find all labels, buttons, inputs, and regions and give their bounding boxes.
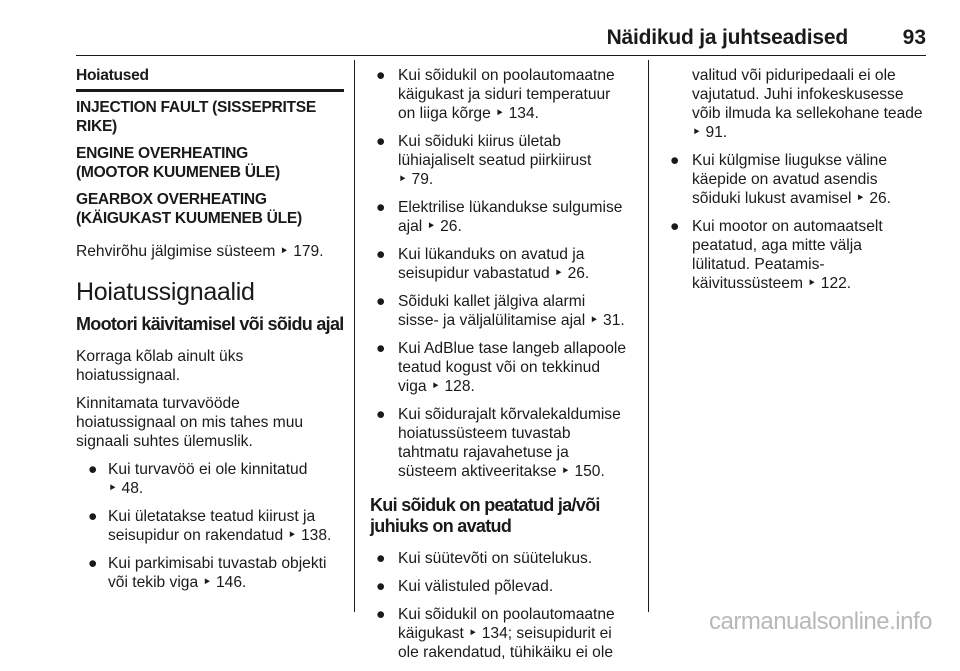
bullet-icon: ● <box>376 340 386 357</box>
subsection-heading: Mootori käivitamisel või sõidu ajal <box>76 314 344 334</box>
page-header <box>0 0 960 60</box>
list-item: ● Kui süütevõti on süütelukus. <box>376 550 593 567</box>
bullet-icon: ● <box>376 293 386 310</box>
bullet-icon: ● <box>88 508 98 525</box>
paragraph-one-signal: Korraga kõlab ainult üks hoiatussignaal. <box>76 348 244 384</box>
list-item: ● Kui sõidukil on poolautomaatne käigukast ‣ 134; seisupidurit ei ole rakendatud, tühikäiku ei ole <box>376 606 615 661</box>
list-item: ● Kui külgmise liugukse väline käepide on avatud asendis sõiduki lukust avamisel ‣ 26. <box>670 152 892 207</box>
bullet-icon: ● <box>88 461 98 478</box>
section-label: Hoiatused <box>76 66 344 92</box>
bullet-icon: ● <box>376 406 386 423</box>
list-item: ● Kui parkimisabi tuvastab objekti või tekib viga ‣ 146. <box>88 555 327 591</box>
column-1 <box>76 66 344 601</box>
bullet-list <box>370 66 636 481</box>
header-rule <box>76 55 926 56</box>
bullet-icon: ● <box>376 578 386 595</box>
warning-engine-overheating: ENGINE OVERHEATING (MOOTOR KUUMENEB ÜLE) <box>76 145 280 181</box>
page-number: 93 <box>902 26 926 49</box>
list-item: ● Kui välistuled põlevad. <box>376 578 554 595</box>
paragraph-seatbelt-priority: Kinnitamata turvavööde hoiatussignaal on mis tahes muu signaali suhtes ülemuslik. <box>76 395 304 450</box>
bullet-icon: ● <box>376 67 386 84</box>
bullet-icon: ● <box>376 246 386 263</box>
continued-text: valitud või piduripedaali ei ole vajutatud. Juhi infokeskusesse võib ilmuda ka sellekohane teade ‣ 91. <box>692 67 923 141</box>
list-item: ● Kui lükanduks on avatud ja seisupidur vabastatud ‣ 26. <box>376 246 590 282</box>
list-item: ● Kui sõidurajalt kõrvalekaldumise hoiatussüsteem tuvastab tahtmatu rajavahetuse ja süsteem aktiveeritakse ‣ 150. <box>376 406 621 480</box>
bullet-icon: ● <box>670 152 680 169</box>
bullet-icon: ● <box>376 550 386 567</box>
list-item: ● Kui ületatakse teatud kiirust ja seisupidur on rakendatud ‣ 138. <box>88 508 332 544</box>
list-item: ● Kui AdBlue tase langeb allapoole teatud kogust või on tekkinud viga ‣ 128. <box>376 340 627 395</box>
watermark: carmanualsonline.info <box>709 608 932 635</box>
subsection-heading: Kui sõiduk on peatatud ja/või juhiuks on avatud <box>370 495 600 536</box>
section-heading: Hoiatussignaalid <box>76 278 255 306</box>
list-item: ● Kui sõiduki kiirus ületab lühiajaliselt seatud piirkiirust ‣ 79. <box>376 133 592 188</box>
list-item: ● Elektrilise lükandukse sulgumise ajal ‣ 26. <box>376 199 623 235</box>
list-item: ● Sõiduki kallet jälgiva alarmi sisse- ja väljalülitamise ajal ‣ 31. <box>376 293 625 329</box>
warning-injection-fault: INJECTION FAULT (SISSEPRITSE RIKE) <box>76 99 316 135</box>
column-divider-2 <box>648 60 649 612</box>
bullet-icon: ● <box>88 555 98 572</box>
chapter-title: Näidikud ja juhtseadised <box>606 26 848 49</box>
column-2 <box>370 66 636 671</box>
bullet-icon: ● <box>376 133 386 150</box>
bullet-icon: ● <box>376 199 386 216</box>
bullet-list <box>664 151 930 293</box>
bullet-list <box>370 549 636 662</box>
bullet-icon: ● <box>376 606 386 623</box>
bullet-icon: ● <box>670 218 680 235</box>
list-item: ● Kui sõidukil on poolautomaatne käigukast ja siduri temperatuur on liiga kõrge ‣ 134. <box>376 67 615 122</box>
list-item: ● Kui mootor on automaatselt peatatud, aga mitte välja lülitatud. Peatamis- käivitussüsteem ‣ 122. <box>670 218 883 292</box>
bullet-list <box>76 460 344 592</box>
column-divider-1 <box>354 60 355 612</box>
tyre-pressure-reference: Rehvirõhu jälgimise süsteem ‣ 179. <box>76 243 324 260</box>
warning-gearbox-overheating: GEARBOX OVERHEATING (KÄIGUKAST KUUMENEB ÜLE) <box>76 191 302 227</box>
list-item: ● Kui turvavöö ei ole kinnitatud ‣ 48. <box>88 461 308 497</box>
column-3 <box>664 66 930 302</box>
